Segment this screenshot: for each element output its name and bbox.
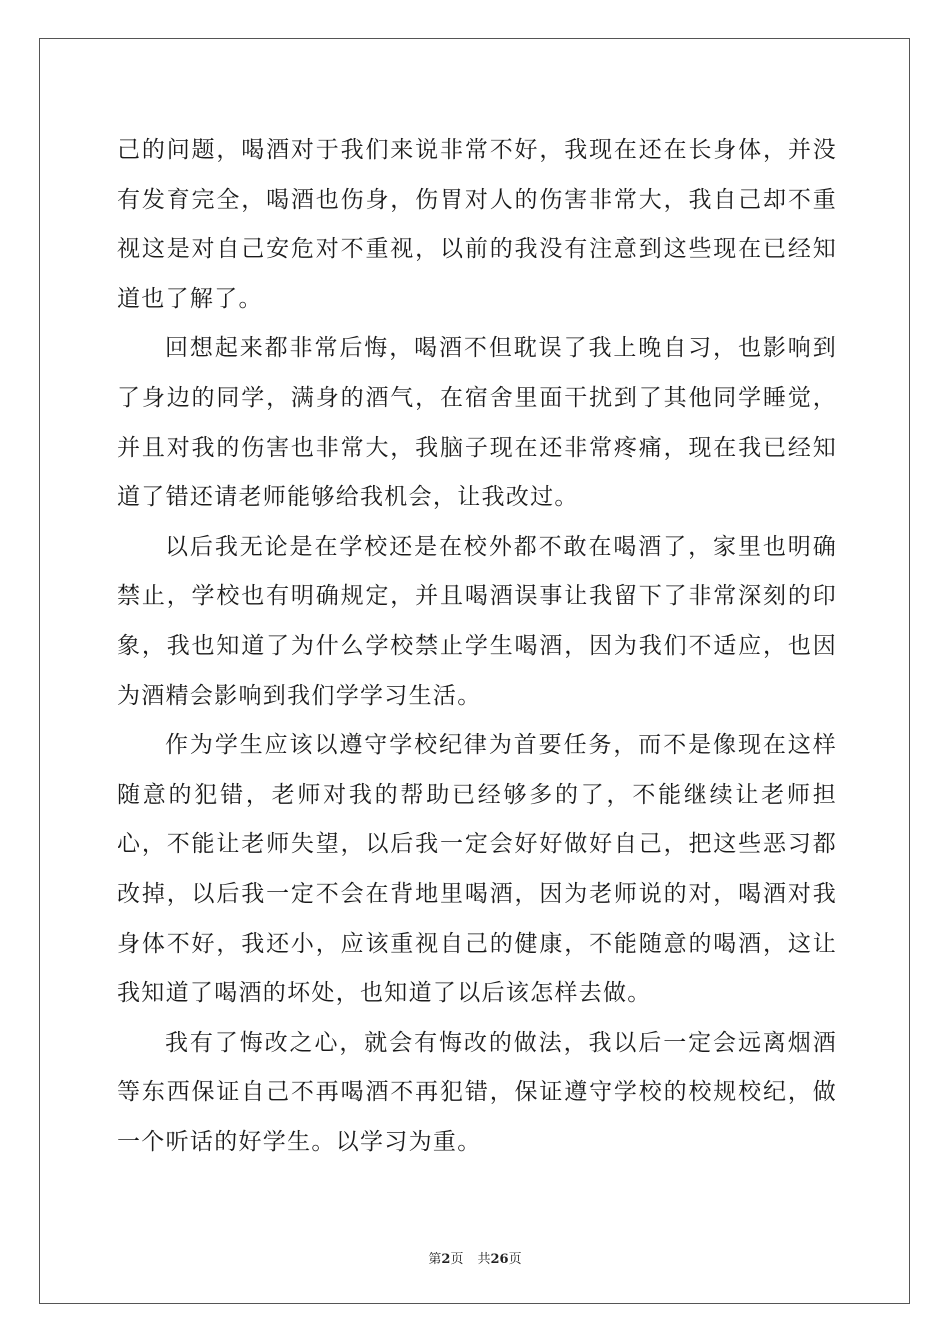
paragraph-5: 我有了悔改之心，就会有悔改的做法，我以后一定会远离烟酒等东西保证自己不再喝酒不再犯错，保证遵守学校的校规校纪，做一个听话的好学生。以学习为重。 — [117, 1029, 837, 1155]
total-prefix: 共 — [477, 1252, 491, 1267]
page-prefix: 第 — [428, 1252, 442, 1267]
page-number: 2 — [441, 1252, 451, 1267]
paragraph-3: 以后我无论是在学校还是在校外都不敢在喝酒了，家里也明确禁止，学校也有明确规定，并且喝酒误事让我留下了非常深刻的印象，我也知道了为什么学校禁止学生喝酒，因为我们不适应，也因为酒精会影响到我们学学习生活。 — [117, 533, 837, 709]
total-pages: 26 — [490, 1252, 509, 1267]
page-suffix: 页 — [450, 1252, 464, 1267]
page-footer — [0, 1248, 950, 1267]
paragraph-1: 己的问题，喝酒对于我们来说非常不好，我现在还在长身体，并没有发育完全，喝酒也伤身，伤胃对人的伤害非常大，我自己却不重视这是对自己安危对不重视，以前的我没有注意到这些现在已经知道也了解了。 — [117, 137, 837, 312]
paragraph-2: 回想起来都非常后悔，喝酒不但耽误了我上晚自习，也影响到了身边的同学，满身的酒气，在宿舍里面干扰到了其他同学睡觉，并且对我的伤害也非常大，我脑子现在还非常疼痛，现在我已经知道了错还请老师能够给我机会，让我改过。 — [117, 335, 837, 511]
document-body — [117, 126, 837, 1167]
paragraph-4: 作为学生应该以遵守学校纪律为首要任务，而不是像现在这样随意的犯错，老师对我的帮助已经够多的了，不能继续让老师担心，不能让老师失望，以后我一定会好好做好自己，把这些恶习都改掉，以后我一定不会在背地里喝酒，因为老师说的对，喝酒对我身体不好，我还小，应该重视自己的健康，不能随意的喝酒，这让我知道了喝酒的坏处，也知道了以后该怎样去做。 — [117, 732, 837, 1007]
total-suffix: 页 — [508, 1252, 522, 1267]
